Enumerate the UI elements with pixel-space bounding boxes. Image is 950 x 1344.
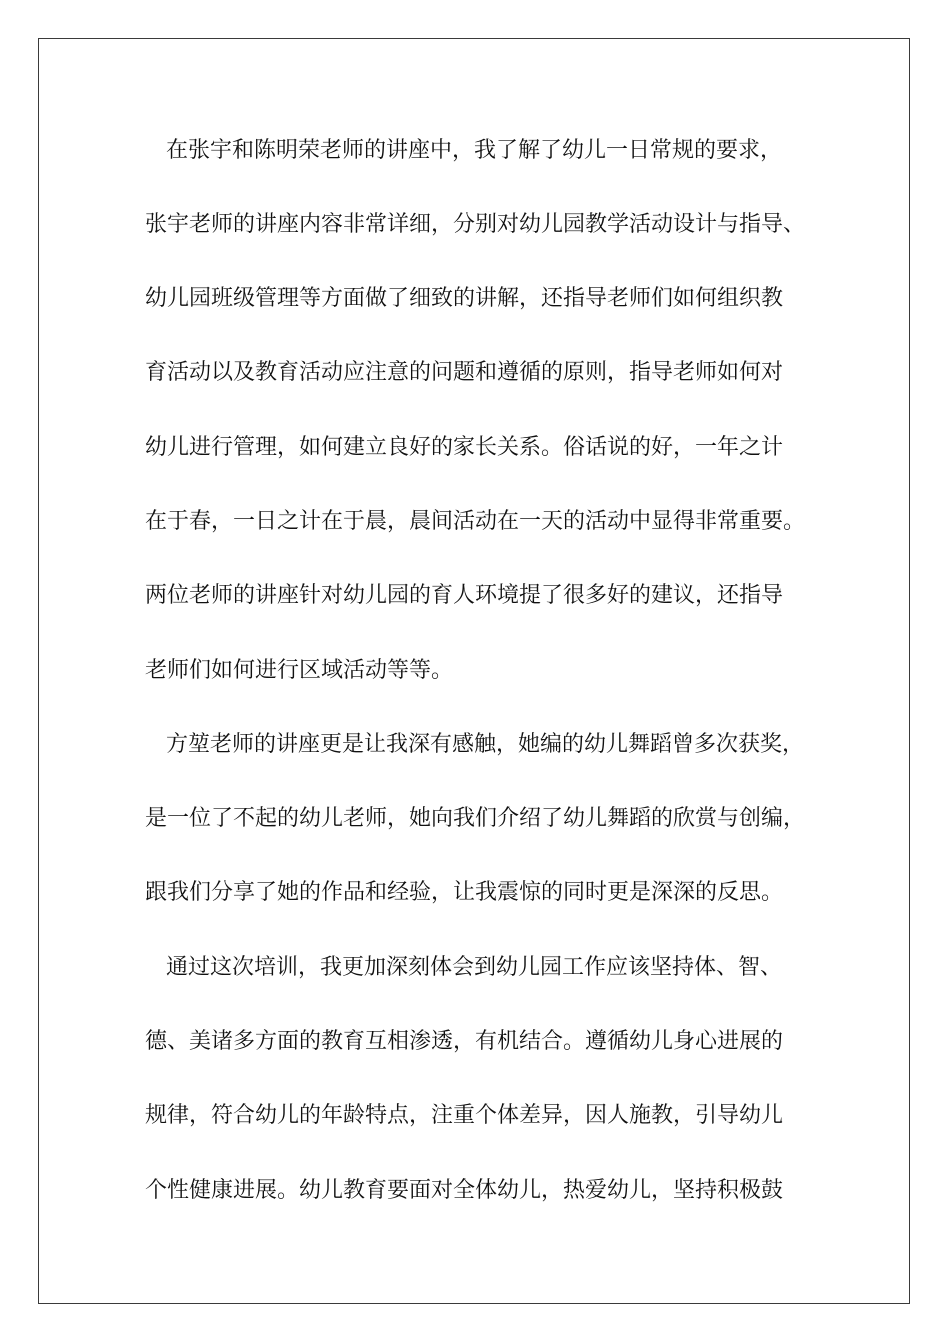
paragraph-1-line-5: 幼儿进行管理，如何建立良好的家长关系。俗话说的好，一年之计 — [145, 435, 784, 460]
paragraph-3-line-1: 通过这次培训，我更加深刻体会到幼儿园工作应该坚持体、智、 — [166, 955, 783, 980]
paragraph-3-line-4: 个性健康进展。幼儿教育要面对全体幼儿，热爱幼儿，坚持积极鼓 — [145, 1178, 784, 1203]
paragraph-3-line-3: 规律，符合幼儿的年龄特点，注重个体差异，因人施教，引导幼儿 — [145, 1103, 784, 1128]
paragraph-1-line-8: 老师们如何进行区域活动等等。 — [145, 658, 454, 683]
paragraph-2-line-2: 是一位了不起的幼儿老师，她向我们介绍了幼儿舞蹈的欣赏与创编， — [145, 806, 806, 831]
paragraph-2-line-1: 方堃老师的讲座更是让我深有感触，她编的幼儿舞蹈曾多次获奖， — [166, 732, 805, 757]
paragraph-1-line-3: 幼儿园班级管理等方面做了细致的讲解，还指导老师们如何组织教 — [145, 286, 784, 311]
paragraph-1-line-2: 张宇老师的讲座内容非常详细，分别对幼儿园教学活动设计与指导、 — [145, 212, 806, 237]
paragraph-1-line-4: 育活动以及教育活动应注意的问题和遵循的原则，指导老师如何对 — [145, 360, 784, 385]
paragraph-3-line-2: 德、美诸多方面的教育互相渗透，有机结合。遵循幼儿身心进展的 — [145, 1029, 784, 1054]
paragraph-2-line-3: 跟我们分享了她的作品和经验，让我震惊的同时更是深深的反思。 — [145, 880, 784, 905]
paragraph-1-line-1: 在张宇和陈明荣老师的讲座中，我了解了幼儿一日常规的要求， — [166, 138, 783, 163]
paragraph-1-line-6: 在于春，一日之计在于晨，晨间活动在一天的活动中显得非常重要。 — [145, 509, 806, 534]
paragraph-1-line-7: 两位老师的讲座针对幼儿园的育人环境提了很多好的建议，还指导 — [145, 583, 784, 608]
